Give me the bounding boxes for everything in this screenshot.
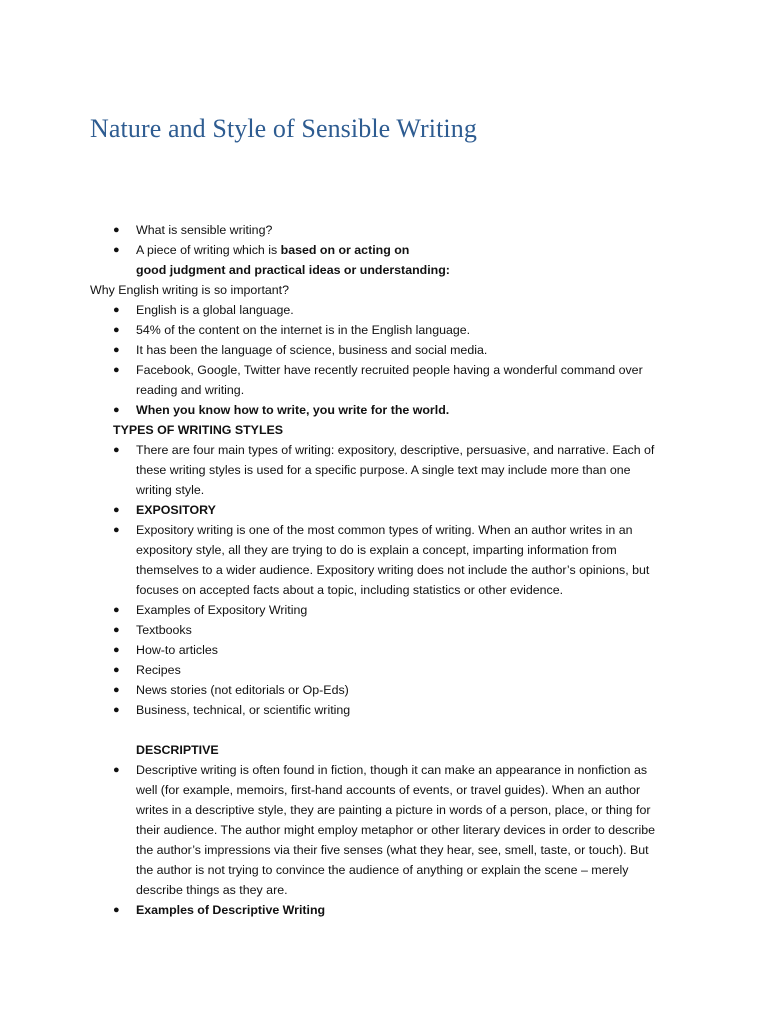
paragraph-line: writing style. xyxy=(136,483,205,497)
list-item xyxy=(0,700,768,720)
bullet-icon: ● xyxy=(113,764,120,776)
list-item-continuation xyxy=(0,880,768,900)
list-item-text: reading and writing. xyxy=(136,383,245,397)
paragraph-line: describe things as they are. xyxy=(136,883,288,897)
list-item-text: 54% of the content on the internet is in the English language. xyxy=(136,323,471,337)
bullet-icon: ● xyxy=(113,504,120,516)
bold-text: good judgment and practical ideas or understanding: xyxy=(136,263,450,277)
bullet-icon: ● xyxy=(113,244,120,256)
list-item-text xyxy=(136,240,409,260)
list-item xyxy=(0,640,768,660)
list-item xyxy=(0,600,768,620)
list-item xyxy=(0,300,768,320)
paragraph-line: these writing styles is used for a specific purpose. A single text may include more than one xyxy=(136,463,631,477)
bullet-icon: ● xyxy=(113,604,120,616)
bullet-icon: ● xyxy=(113,404,120,416)
document-body xyxy=(0,220,768,920)
bullet-icon: ● xyxy=(113,304,120,316)
bullet-icon: ● xyxy=(113,624,120,636)
bullet-icon: ● xyxy=(113,524,120,536)
bullet-icon: ● xyxy=(113,644,120,656)
list-item-continuation xyxy=(0,860,768,880)
paragraph-line: well (for example, memoirs, first-hand accounts of events, or travel guides). When an author xyxy=(136,783,641,797)
paragraph-line: Expository writing is one of the most common types of writing. When an author writes in an xyxy=(136,523,633,537)
list-item-continuation xyxy=(0,560,768,580)
list-item xyxy=(0,620,768,640)
normal-text: A piece of writing which is xyxy=(136,243,281,257)
list-item-continuation xyxy=(0,780,768,800)
list-item-text: Recipes xyxy=(136,663,181,677)
bullet-icon: ● xyxy=(113,684,120,696)
paragraph-line: writes in a descriptive style, they are painting a picture in words of a person, place, or thing for xyxy=(136,803,651,817)
list-item-continuation xyxy=(0,380,768,400)
list-item xyxy=(0,760,768,780)
list-item-text: English is a global language. xyxy=(136,303,294,317)
page-title: Nature and Style of Sensible Writing xyxy=(90,114,477,143)
list-item-continuation xyxy=(0,540,768,560)
list-item-continuation xyxy=(0,800,768,820)
paragraph-line: expository style, all they are trying to do is explain a concept, imparting information from xyxy=(136,543,617,557)
heading-text: Why English writing is so important? xyxy=(90,283,290,297)
list-item xyxy=(0,520,768,540)
list-item-continuation xyxy=(0,840,768,860)
bold-text: based on or acting on xyxy=(280,243,410,257)
list-item-text: When you know how to write, you write for the world. xyxy=(136,403,450,417)
paragraph-line: focuses on accepted facts about a topic, including statistics or other evidence. xyxy=(136,583,564,597)
bullet-icon: ● xyxy=(113,664,120,676)
list-item xyxy=(0,900,768,920)
list-item-continuation xyxy=(0,480,768,500)
list-item-continuation xyxy=(0,460,768,480)
bullet-icon: ● xyxy=(113,224,120,236)
list-item xyxy=(0,440,768,460)
list-item-continuation xyxy=(0,820,768,840)
paragraph-line: their audience. The author might employ metaphor or other literary devices in order to describe xyxy=(136,823,656,837)
bullet-icon: ● xyxy=(113,444,120,456)
list-item-continuation xyxy=(0,580,768,600)
list-item-text: How-to articles xyxy=(136,643,218,657)
paragraph-line: the author’s impressions via their five senses (what they hear, see, smell, taste, or touch). But xyxy=(136,843,649,857)
bullet-icon: ● xyxy=(113,364,120,376)
list-item-text: News stories (not editorials or Op-Eds) xyxy=(136,683,349,697)
section-heading-descriptive xyxy=(0,740,768,760)
list-item xyxy=(0,680,768,700)
list-item xyxy=(0,660,768,680)
list-item-text: Facebook, Google, Twitter have recently recruited people having a wonderful command over xyxy=(136,363,643,377)
list-item-text: Examples of Descriptive Writing xyxy=(136,903,326,917)
list-item-continuation xyxy=(0,260,768,280)
paragraph-line: the author is not trying to convince the audience of anything or explain the scene – merely xyxy=(136,863,629,877)
list-item xyxy=(0,340,768,360)
heading-text: TYPES OF WRITING STYLES xyxy=(113,423,284,437)
section-heading-types xyxy=(0,420,768,440)
list-item xyxy=(0,220,768,240)
blank-line xyxy=(0,720,768,740)
list-item xyxy=(0,240,768,260)
list-item-text: What is sensible writing? xyxy=(136,223,273,237)
list-item xyxy=(0,360,768,380)
paragraph-line: themselves to a wider audience. Expository writing does not include the author’s opinions, but xyxy=(136,563,650,577)
bullet-icon: ● xyxy=(113,324,120,336)
list-item-text: Textbooks xyxy=(136,623,192,637)
bullet-icon: ● xyxy=(113,904,120,916)
paragraph-line: There are four main types of writing: expository, descriptive, persuasive, and narrative. Each of xyxy=(136,443,655,457)
heading-text: DESCRIPTIVE xyxy=(136,743,219,757)
list-item-text: It has been the language of science, business and social media. xyxy=(136,343,488,357)
list-item-text: Business, technical, or scientific writing xyxy=(136,703,351,717)
list-item xyxy=(0,320,768,340)
heading-text: EXPOSITORY xyxy=(136,503,216,517)
paragraph-line: Descriptive writing is often found in fiction, though it can make an appearance in nonfiction as xyxy=(136,763,648,777)
bullet-icon: ● xyxy=(113,704,120,716)
list-item xyxy=(0,500,768,520)
section-heading-why xyxy=(0,280,768,300)
bullet-icon: ● xyxy=(113,344,120,356)
list-item-text: Examples of Expository Writing xyxy=(136,603,308,617)
list-item xyxy=(0,400,768,420)
